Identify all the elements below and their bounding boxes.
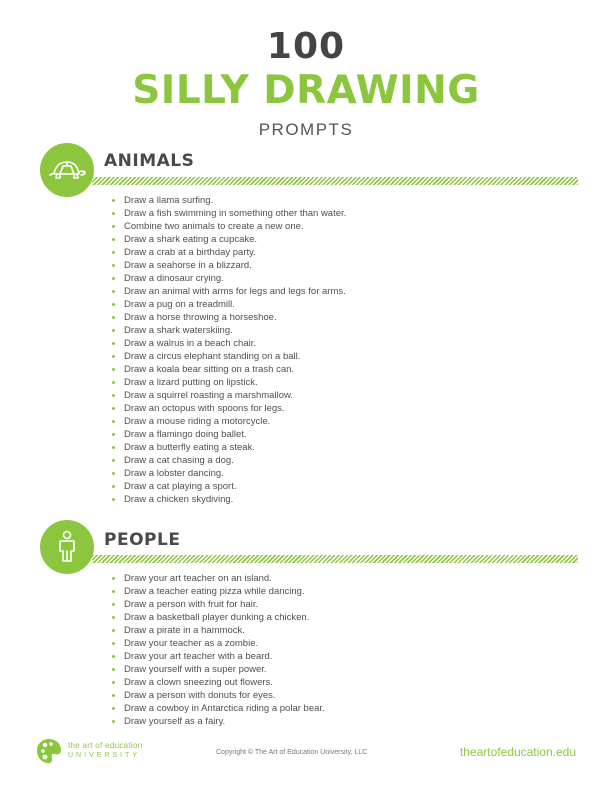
list-item: Draw a llama surfing.	[112, 194, 346, 207]
list-item: Draw a fish swimming in something other than water.	[112, 207, 346, 220]
list-item: Draw a flamingo doing ballet.	[112, 428, 346, 441]
list-item: Draw a shark waterskiing.	[112, 324, 346, 337]
list-item: Draw a butterfly eating a steak.	[112, 441, 346, 454]
list-item: Draw a seahorse in a blizzard.	[112, 259, 346, 272]
footer-website-link[interactable]: theartofeducation.edu	[459, 745, 576, 759]
list-item: Draw a lizard putting on lipstick.	[112, 376, 346, 389]
list-item: Draw an animal with arms for legs and legs for arms.	[112, 285, 346, 298]
section-title-animals: ANIMALS	[104, 151, 195, 171]
footer-brand-name: the art of education	[68, 741, 143, 750]
list-item: Draw your art teacher on an island.	[112, 572, 325, 585]
list-item: Draw a person with donuts for eyes.	[112, 689, 325, 702]
people-badge	[40, 520, 94, 574]
list-item: Draw a pug on a treadmill.	[112, 298, 346, 311]
list-item: Draw a dinosaur crying.	[112, 272, 346, 285]
people-list	[112, 572, 325, 728]
section-divider-people	[92, 555, 578, 563]
list-item: Draw a clown sneezing out flowers.	[112, 676, 325, 689]
footer-copyright: Copyright © The Art of Education University, LLC	[216, 749, 368, 756]
palette-logo-icon	[36, 737, 62, 765]
list-item: Combine two animals to create a new one.	[112, 220, 346, 233]
page-subtitle: PROMPTS	[258, 120, 354, 139]
list-item: Draw a lobster dancing.	[112, 467, 346, 480]
turtle-icon	[40, 143, 94, 197]
list-item: Draw a cat chasing a dog.	[112, 454, 346, 467]
page-title: SILLY DRAWING	[132, 68, 480, 113]
list-item: Draw a basketball player dunking a chicken.	[112, 611, 325, 624]
list-item: Draw yourself with a super power.	[112, 663, 325, 676]
list-item: Draw a crab at a birthday party.	[112, 246, 346, 259]
list-item: Draw a horse throwing a horseshoe.	[112, 311, 346, 324]
list-item: Draw a walrus in a beach chair.	[112, 337, 346, 350]
list-item: Draw a squirrel roasting a marshmallow.	[112, 389, 346, 402]
list-item: Draw a shark eating a cupcake.	[112, 233, 346, 246]
footer-brand-university: UNIVERSITY	[68, 752, 141, 759]
page-title-number: 100	[266, 26, 346, 67]
section-divider-animals	[92, 177, 578, 185]
list-item: Draw your art teacher with a beard.	[112, 650, 325, 663]
section-title-people: PEOPLE	[104, 530, 181, 550]
list-item: Draw a teacher eating pizza while dancing.	[112, 585, 325, 598]
list-item: Draw your teacher as a zombie.	[112, 637, 325, 650]
list-item: Draw an octopus with spoons for legs.	[112, 402, 346, 415]
list-item: Draw yourself as a fairy.	[112, 715, 325, 728]
list-item: Draw a cowboy in Antarctica riding a polar bear.	[112, 702, 325, 715]
list-item: Draw a pirate in a hammock.	[112, 624, 325, 637]
list-item: Draw a mouse riding a motorcycle.	[112, 415, 346, 428]
list-item: Draw a chicken skydiving.	[112, 493, 346, 506]
list-item: Draw a circus elephant standing on a ball.	[112, 350, 346, 363]
animals-list	[112, 194, 346, 506]
person-icon	[40, 520, 94, 574]
list-item: Draw a cat playing a sport.	[112, 480, 346, 493]
animals-badge	[40, 143, 94, 197]
list-item: Draw a person with fruit for hair.	[112, 598, 325, 611]
list-item: Draw a koala bear sitting on a trash can.	[112, 363, 346, 376]
